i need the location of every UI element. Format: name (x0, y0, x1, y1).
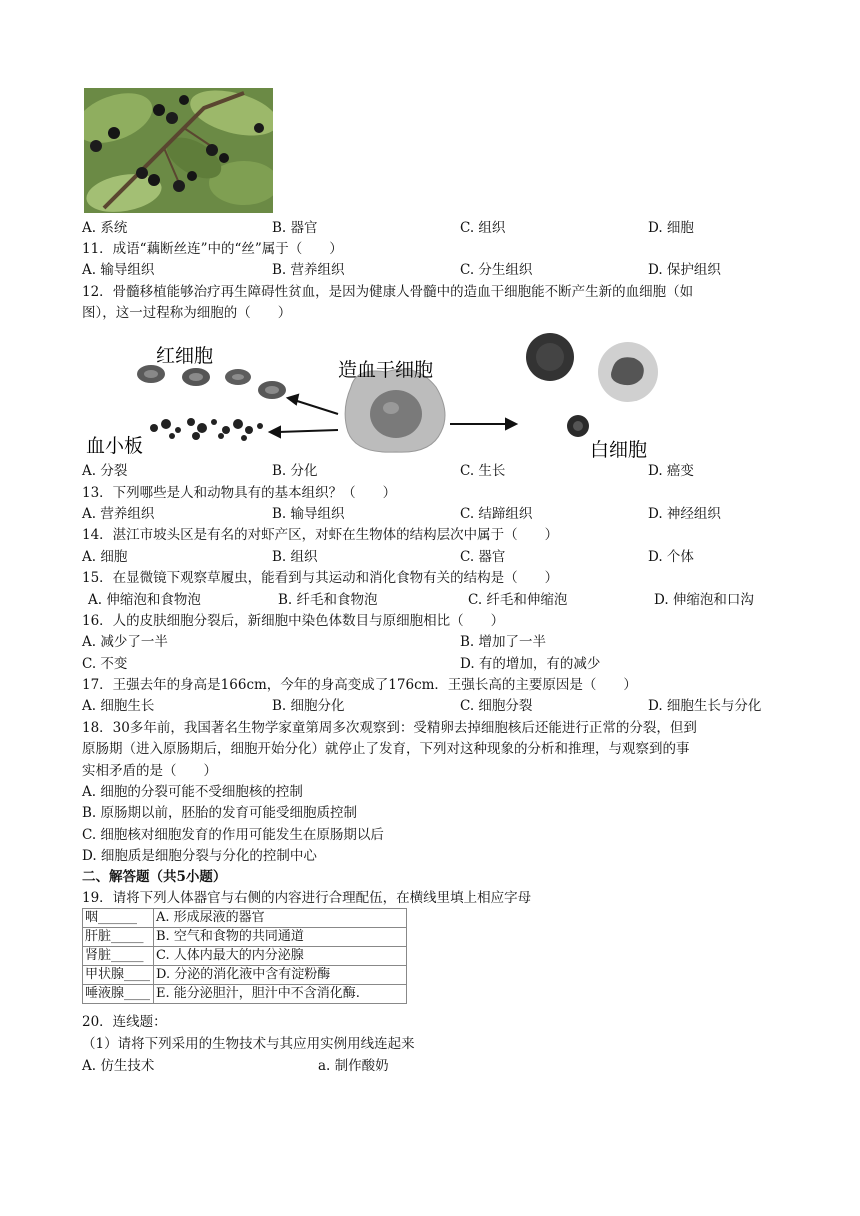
label-rbc: 红细胞 (156, 345, 214, 367)
red-blood-cells (137, 365, 286, 399)
q17-options (82, 696, 782, 716)
q16-option-a: A. 减少了一半 (82, 634, 168, 650)
q17-option-b: B. 细胞分化 (272, 698, 345, 714)
q12-option-b: B. 分化 (272, 463, 318, 479)
hematopoiesis-diagram (56, 332, 696, 466)
q11-option-b: B. 营养组织 (272, 262, 345, 278)
organ-cell[interactable]: 肝脏_____ (83, 928, 154, 947)
berry-branch-icon (84, 88, 273, 213)
q14-option-d: D. 个体 (648, 549, 694, 565)
label-wbc: 白细胞 (590, 439, 648, 461)
q18-stem-line2: 原肠期（进入原肠期后，细胞开始分化）就停止了发育，下列对这种现象的分析和推理，与观察到的事 (82, 741, 690, 757)
q17-option-c: C. 细胞分裂 (460, 698, 533, 714)
organ-cell[interactable]: 咽______ (83, 909, 154, 928)
q20-stem: 20．连线题： (82, 1014, 167, 1030)
table-row (83, 947, 407, 966)
table-row (83, 985, 407, 1004)
label-platelet: 血小板 (86, 435, 144, 457)
q12-stem-line2: 图），这一过程称为细胞的（ ） (82, 305, 292, 321)
q13-option-a: A. 营养组织 (82, 506, 155, 522)
q11-options (82, 260, 782, 280)
q15-option-b: B. 纤毛和食物泡 (278, 592, 378, 608)
q14-option-c: C. 器官 (460, 549, 506, 565)
white-blood-cells (526, 333, 658, 437)
q18-option-d: D. 细胞质是细胞分裂与分化的控制中心 (82, 848, 317, 864)
q20-left-item: A. 仿生技术 (82, 1058, 155, 1074)
q15-options (82, 590, 782, 610)
q17-option-a: A. 细胞生长 (82, 698, 155, 714)
q14-option-a: A. 细胞 (82, 549, 128, 565)
q14-option-b: B. 组织 (272, 549, 318, 565)
q10-option-b: B. 器官 (272, 220, 318, 236)
q20-sub1: （1）请将下列采用的生物技术与其应用实例用线连起来 (82, 1036, 415, 1052)
q16-stem: 16．人的皮肤细胞分裂后，新细胞中染色体数目与原细胞相比（ ） (82, 613, 505, 629)
q19-stem: 19．请将下列人体器官与右侧的内容进行合理配伍，在横线里填上相应字母 (82, 890, 532, 906)
q18-option-c: C. 细胞核对细胞发育的作用可能发生在原肠期以后 (82, 827, 384, 843)
q13-option-c: C. 结蹄组织 (460, 506, 533, 522)
q15-option-c: C. 纤毛和伸缩泡 (468, 592, 568, 608)
q12-stem-line1: 12．骨髓移植能够治疗再生障碍性贫血，是因为健康人骨髓中的造血干细胞能不断产生新的血细胞（如 (82, 284, 694, 300)
q18-option-a: A. 细胞的分裂可能不受细胞核的控制 (82, 784, 303, 800)
q15-option-d: D. 伸缩泡和口沟 (654, 592, 754, 608)
q12-option-a: A. 分裂 (82, 463, 128, 479)
description-cell: E. 能分泌胆汁，胆汁中不含消化酶. (154, 985, 407, 1004)
q16-options-row2 (82, 654, 782, 674)
label-stem-cell: 造血干细胞 (338, 359, 434, 381)
q17-stem: 17．王强去年的身高是166cm，今年的身高变成了176cm．王强长高的主要原因是（ ） (82, 677, 637, 693)
q13-options (82, 504, 782, 524)
q20-match-row (82, 1056, 782, 1076)
q18-option-b: B. 原肠期以前，胚胎的发育可能受细胞质控制 (82, 805, 358, 821)
table-row (83, 909, 407, 928)
organ-cell[interactable]: 肾脏_____ (83, 947, 154, 966)
q12-options (82, 461, 782, 481)
table-row (83, 966, 407, 985)
q18-stem-line3: 实相矛盾的是（ ） (82, 763, 217, 779)
table-row (83, 928, 407, 947)
q13-option-b: B. 输导组织 (272, 506, 345, 522)
q10-option-a: A. 系统 (82, 220, 128, 236)
q16-option-d: D. 有的增加，有的减少 (460, 656, 601, 672)
q18-stem-line1: 18．30多年前，我国著名生物学家童第周多次观察到：受精卵去掉细胞核后还能进行正常的分裂，但到 (82, 720, 697, 736)
q11-option-d: D. 保护组织 (648, 262, 721, 278)
description-cell: A. 形成尿液的器官 (154, 909, 407, 928)
q16-option-b: B. 增加了一半 (460, 634, 547, 650)
q11-option-a: A. 输导组织 (82, 262, 155, 278)
q15-option-a: A. 伸缩泡和食物泡 (88, 592, 201, 608)
description-cell: B. 空气和食物的共同通道 (154, 928, 407, 947)
q11-option-c: C. 分生组织 (460, 262, 533, 278)
description-cell: C. 人体内最大的内分泌腺 (154, 947, 407, 966)
organ-cell[interactable]: 甲状腺____ (83, 966, 154, 985)
blood-cell-figure (56, 332, 696, 466)
q10-option-d: D. 细胞 (648, 220, 694, 236)
q19-matching-table (82, 908, 407, 1004)
q16-option-c: C. 不变 (82, 656, 128, 672)
berry-plant-photo (84, 88, 273, 213)
q10-option-c: C. 组织 (460, 220, 506, 236)
q14-options (82, 547, 782, 567)
q11-stem: 11．成语“藕断丝连”中的“丝”属于（ ） (82, 241, 343, 257)
q13-option-d: D. 神经组织 (648, 506, 721, 522)
q14-stem: 14．湛江市坡头区是有名的对虾产区，对虾在生物体的结构层次中属于（ ） (82, 527, 559, 543)
q13-stem: 13．下列哪些是人和动物具有的基本组织？（ ） (82, 485, 397, 501)
q10-options (82, 218, 782, 238)
q12-option-d: D. 癌变 (648, 463, 694, 479)
stem-cell (345, 369, 445, 452)
section-2-heading: 二、解答题（共5小题） (82, 869, 227, 885)
q20-right-item: a. 制作酸奶 (318, 1058, 389, 1074)
q16-options-row1 (82, 632, 782, 652)
organ-cell[interactable]: 唾液腺____ (83, 985, 154, 1004)
q15-stem: 15．在显微镜下观察草履虫，能看到与其运动和消化食物有关的结构是（ ） (82, 570, 559, 586)
q17-option-d: D. 细胞生长与分化 (648, 698, 762, 714)
platelets (150, 418, 263, 441)
q12-option-c: C. 生长 (460, 463, 506, 479)
description-cell: D. 分泌的消化液中含有淀粉酶 (154, 966, 407, 985)
